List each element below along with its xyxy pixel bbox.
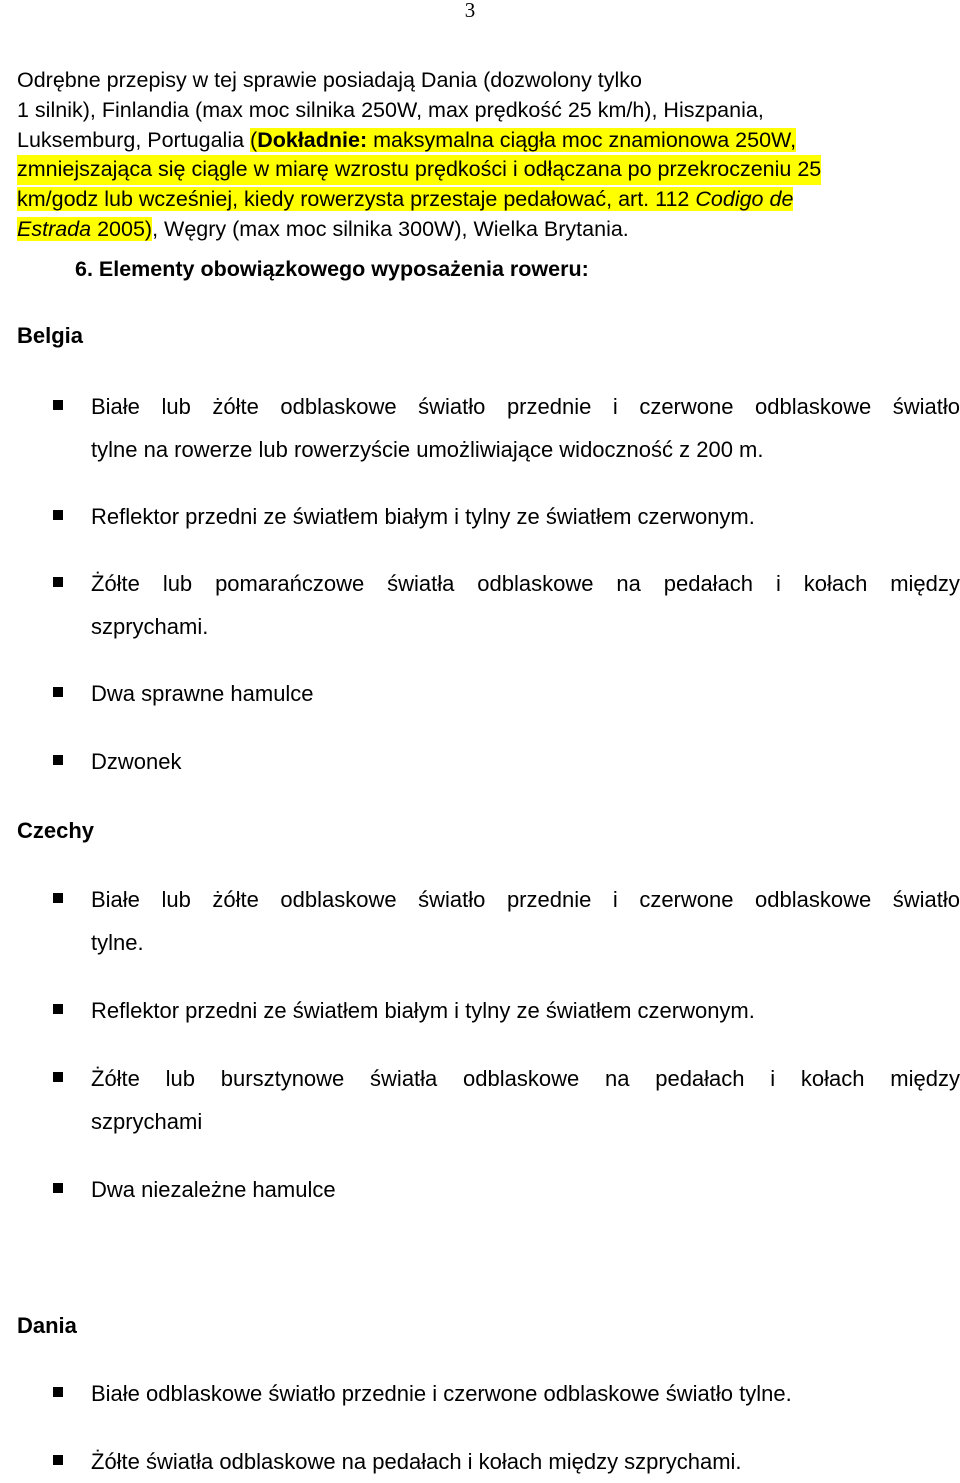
word: przednie: [506, 887, 592, 912]
word: pedałach: [663, 571, 754, 596]
word: lub: [165, 1066, 196, 1091]
word: pedałach: [655, 1066, 745, 1091]
intro-line: [17, 215, 942, 245]
square-bullet-icon: [53, 687, 63, 697]
square-bullet-icon: [53, 1004, 63, 1014]
item-text: Dwa niezależne hamulce: [91, 1177, 336, 1202]
highlighted-text: [17, 187, 793, 211]
intro-text: Luksemburg, Portugalia: [17, 127, 251, 152]
word: odblaskowe: [477, 571, 594, 596]
word: odblaskowe: [755, 394, 872, 419]
word: lub: [161, 394, 191, 419]
word: światło: [418, 887, 486, 912]
item-text: Dzwonek: [91, 749, 182, 774]
intro-line: 1 silnik), Finlandia (max moc silnika 250W, max prędkość 25 km/h), Hiszpania,: [17, 97, 764, 122]
word: kołach: [803, 571, 868, 596]
word: żółte: [212, 887, 259, 912]
justified-line: [91, 1057, 960, 1100]
paren: (: [250, 127, 258, 152]
intro-text: , Węgry (max moc silnika 300W), Wielka Brytania.: [152, 216, 629, 241]
word: pomarańczowe: [215, 571, 365, 596]
square-bullet-icon: [53, 1183, 63, 1193]
word: i: [612, 394, 618, 419]
word: między: [890, 1066, 960, 1091]
word: światło: [418, 394, 486, 419]
square-bullet-icon: [53, 510, 63, 520]
item-text: Białe odblaskowe światło przednie i czerwone odblaskowe światło tylne.: [91, 1381, 792, 1406]
word: i: [775, 571, 781, 596]
justified-line: [91, 562, 960, 605]
word: odblaskowe: [463, 1066, 580, 1091]
intro-paragraph: [17, 66, 942, 245]
word: światła: [370, 1066, 438, 1091]
item-text-cont: szprychami.: [91, 614, 209, 639]
intro-line: [17, 126, 942, 156]
square-bullet-icon: [53, 1072, 63, 1082]
word: między: [890, 571, 960, 596]
highlighted-text-part: maksymalna ciągła moc znamionowa 250W,: [367, 127, 797, 152]
word: na: [604, 1066, 630, 1091]
item-text-cont: szprychami: [91, 1109, 203, 1134]
intro-text: km/godz lub wcześniej, kiedy rowerzysta przestaje pedałować, art. 112: [17, 187, 696, 212]
italic-text: Estrada: [17, 216, 92, 241]
justified-line: [91, 385, 960, 428]
square-bullet-icon: [53, 755, 63, 765]
word: przednie: [506, 394, 592, 419]
country-heading-belgia: Belgia: [17, 323, 84, 348]
square-bullet-icon: [53, 893, 63, 903]
word: czerwone: [639, 887, 734, 912]
word: Żółte: [91, 1066, 140, 1091]
word: światła: [387, 571, 455, 596]
item-text: Reflektor przedni ze światłem białym i tylny ze światłem czerwonym.: [91, 504, 755, 529]
word: lub: [162, 571, 193, 596]
country-heading-dania: Dania: [17, 1313, 77, 1338]
page-number: 3: [464, 0, 476, 22]
intro-line: [17, 185, 942, 215]
word: i: [612, 887, 618, 912]
bold-text: Dokładnie:: [257, 127, 368, 152]
square-bullet-icon: [53, 1455, 63, 1465]
section-heading: 6. Elementy obowiązkowego wyposażenia roweru:: [75, 257, 589, 281]
word: czerwone: [639, 394, 734, 419]
word: odblaskowe: [280, 887, 397, 912]
word: odblaskowe: [280, 394, 397, 419]
intro-line-highlighted: zmniejszająca się ciągle w miarę wzrostu prędkości i odłączana po przekroczeniu 25: [17, 155, 821, 185]
highlighted-text: [250, 128, 796, 152]
word: światło: [892, 394, 960, 419]
word: żółte: [212, 394, 259, 419]
word: i: [770, 1066, 776, 1091]
italic-text: Codigo de: [695, 187, 794, 212]
item-text-cont: tylne na rowerze lub rowerzyście umożliwiające widoczność z 200 m.: [91, 437, 764, 462]
item-text: Dwa sprawne hamulce: [91, 681, 314, 706]
word: kołach: [800, 1066, 865, 1091]
item-text: Reflektor przedni ze światłem białym i tylny ze światłem czerwonym.: [91, 998, 755, 1023]
intro-line: Odrębne przepisy w tej sprawie posiadają Dania (dozwolony tylko: [17, 68, 643, 92]
square-bullet-icon: [53, 577, 63, 587]
country-heading-czechy: Czechy: [17, 818, 95, 843]
square-bullet-icon: [53, 1387, 63, 1397]
highlighted-text-part: 2005): [91, 216, 153, 241]
highlighted-text: [17, 217, 152, 241]
word: światło: [892, 887, 960, 912]
item-text-cont: tylne.: [91, 930, 144, 955]
word: Białe: [91, 887, 140, 912]
word: na: [616, 571, 641, 596]
justified-line: [91, 878, 960, 921]
word: bursztynowe: [220, 1066, 345, 1091]
item-text: Żółte światła odblaskowe na pedałach i kołach między szprychami.: [91, 1449, 742, 1474]
square-bullet-icon: [53, 400, 63, 410]
word: odblaskowe: [755, 887, 872, 912]
word: lub: [161, 887, 191, 912]
word: Żółte: [91, 571, 140, 596]
word: Białe: [91, 394, 140, 419]
